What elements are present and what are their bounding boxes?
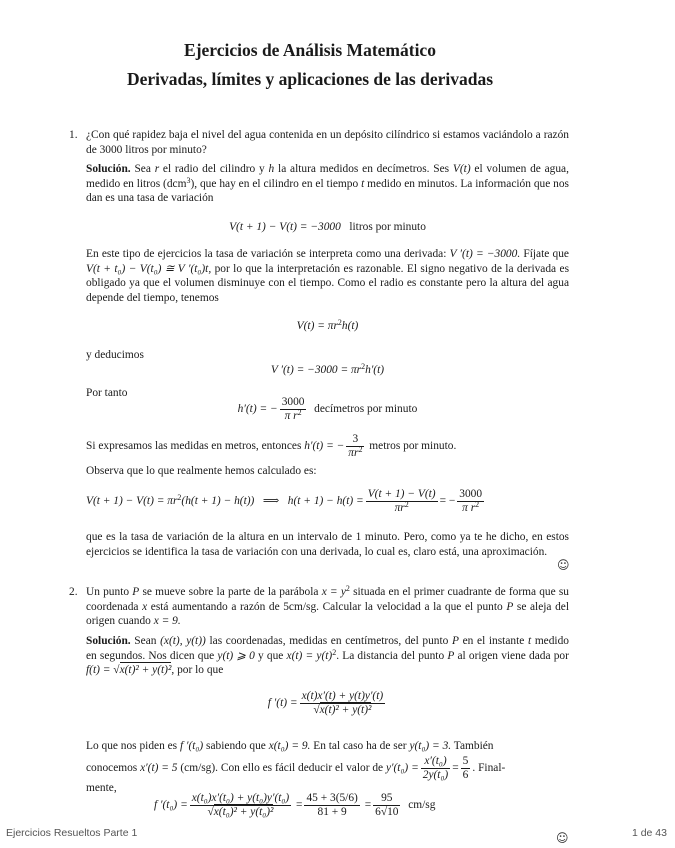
text-portanto: Por tanto bbox=[86, 387, 128, 399]
page-counter: 1 de 43 bbox=[631, 827, 667, 839]
exercise-1-metres: Si expresamos las medidas en metros, entonces h′(t) = − $\frac{3}{\pi r^2}$ metros por minuto. bbox=[86, 433, 457, 459]
exercise-1-observa: Observa que lo que realmente hemos calculado es: bbox=[86, 465, 317, 477]
exercise-2-paragraph-1: Lo que nos piden es f ′(t₀) sabiendo que x(t₀) = 9. En tal caso ha de ser y(t₀) = 3. También bbox=[86, 740, 494, 752]
text-finalmente: mente, bbox=[86, 782, 117, 794]
exercise-1-question: ¿Con qué rapidez baja el nivel del agua contenida en un depósito cilíndrico si estamos vaciándolo a razón de 3000 litros por minuto? bbox=[86, 129, 569, 156]
exercise-2-solution-intro: Solución. Sean (x(t), y(t)) las coordenadas, medidas en centímetros, del punto P en el instante t medido en segundos. Nos dicen que y(t) ⩾ 0 y que $x(t) = y(t)^2$. La distancia del punto P al origen viene dada por f(t) = √x(t)² + y(t)², por lo que bbox=[86, 635, 569, 677]
solution-label: Solución. bbox=[86, 163, 131, 175]
exercise-1-number: 1. bbox=[69, 129, 78, 141]
exercise-2-paragraph-2: conocemos x′(t) = 5 (cm/sg). Con ello es fácil deducir el valor de y′(t₀) = $\frac{\text{x′(t₀)}}{\text{2y(t₀)}}$ = $\frac{5}{6}$ . Final- bbox=[86, 755, 506, 781]
exercise-2-question: Un punto P se mueve sobre la parte de la parábola $x = y^2$ situada en el primer cuadrante de forma que su coordenada x está aumentando a razón de 5cm/sg. Calcular la velocidad a la que el punto P se aleja del origen cuando x = 9. bbox=[86, 584, 570, 628]
smiley-icon: ☺ bbox=[557, 558, 570, 572]
equation-final-result: f ′(t₀) = $\frac{\text{x(t₀)x′(t₀) + y(t₀)y′(t₀)}}{\text{√x(t₀)² + y(t₀)²}}$ = $\frac{45 + 3(5/6)}{81 + 9}$ = $\frac{95}{6√10}$ cm/sg bbox=[154, 792, 436, 818]
text-deducimos: y deducimos bbox=[86, 349, 144, 361]
exercise-1-conclusion: que es la tasa de variación de la altura en un intervalo de 1 minuto. Pero, como ya te he dicho, en estos ejercicios se identifica la tasa de variación con una derivada, lo cual es, claro está, una aproximación. bbox=[86, 531, 569, 558]
equation-volume: $V(t) = \pi r^2h(t)$ bbox=[296, 318, 359, 332]
equation-derivative: V $'(t) = -3000 = \pi r^2h'(t)$ bbox=[270, 362, 385, 376]
document-subtitle: Derivadas, límites y aplicaciones de las derivadas bbox=[126, 69, 494, 89]
exercise-1-solution-intro: Solución. Sea r el radio del cilindro y h la altura medidos en decímetros. Ses V(t) el volumen de agua, medido en litros (dcm$^3$), que hay en el cilindro en el tiempo t medido en minutos. La información que nos dan es una tasa de variación bbox=[86, 163, 569, 205]
document-title: Ejercicios de Análisis Matemático bbox=[184, 40, 436, 60]
solution-label: Solución. bbox=[86, 635, 131, 647]
footer-document-name: Ejercicios Resueltos Parte 1 bbox=[6, 827, 138, 839]
equation-height-difference: $V(t + 1) - V(t) = \pi r^2(h(t + 1) - h(t))$ ⟹ h(t + 1) − h(t) = $\frac{V(t + 1) - V(t)}{\pi r^2}$ = − $\frac{3000}{\pi r^2}$ bbox=[86, 488, 483, 514]
exercise-1-paragraph-2: En este tipo de ejercicios la tasa de variación se interpreta como una derivada: V ′(t) = −3000. Fíjate que V(t + t₀) − V(t₀) ≅ V ′(t₀)t, por lo que la interpretación es razonable. El signo negativo de la derivada es obligado ya que el volumen disminuye con el tiempo. Como el radio es constante pero la altura del agua depende del tiempo, tenemos bbox=[86, 248, 569, 304]
equation-height-rate: h′(t) = − $\frac{3000}{\pi r^2}$ decímetros por minuto bbox=[237, 396, 418, 422]
exercise-2-number: 2. bbox=[69, 586, 78, 598]
equation-distance-derivative: f ′(t) = $\frac{x(t)x'(t) + y(t)y'(t)}{\text{√x(t)² + y(t)²}}$ bbox=[267, 690, 384, 716]
footer-smiley-icon: ☺ bbox=[556, 831, 569, 845]
equation-rate: V(t + 1) − V(t) = −3000 litros por minuto bbox=[229, 221, 426, 233]
